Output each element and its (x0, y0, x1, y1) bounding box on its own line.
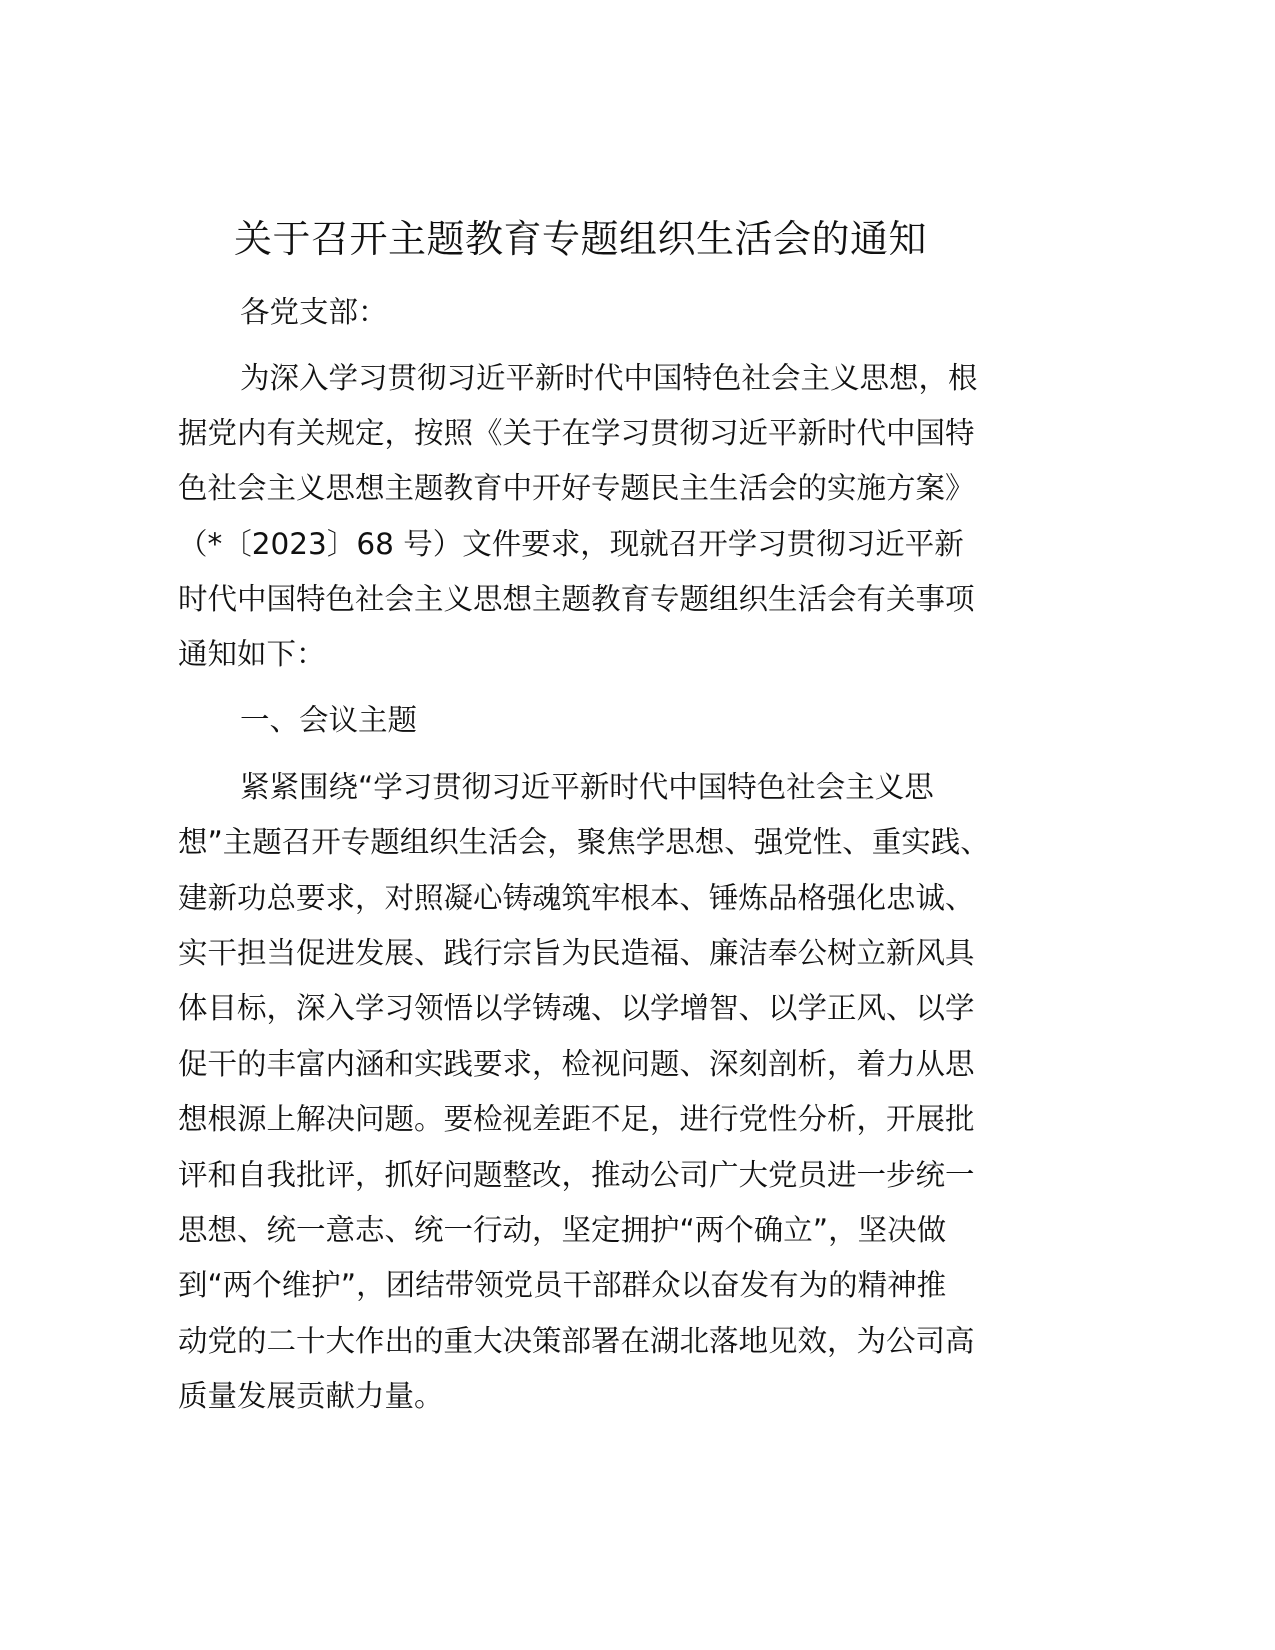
intro-line: 时代中国特色社会主义思想主题教育专题组织生活会有关事项 (178, 582, 975, 616)
body-line: 实干担当促进发展、践行宗旨为民造福、廉洁奉公树立新风具 (178, 936, 975, 970)
body-line: 到“两个维护”，团结带领党员干部群众以奋发有为的精神推 (178, 1268, 947, 1302)
body-line: 紧紧围绕“学习贯彻习近平新时代中国特色社会主义思 (240, 770, 934, 804)
body-line: 体目标，深入学习领悟以学铸魂、以学增智、以学正风、以学 (178, 991, 975, 1025)
intro-line: 据党内有关规定，按照《关于在学习贯彻习近平新时代中国特 (178, 416, 975, 450)
body-line: 动党的二十大作出的重大决策部署在湖北落地见效，为公司高 (178, 1324, 975, 1358)
section-heading: 一、会议主题 (240, 703, 418, 737)
body-line: 质量发展贡献力量。 (178, 1379, 444, 1413)
document-title: 关于召开主题教育专题组织生活会的通知 (234, 217, 928, 261)
intro-line: 为深入学习贯彻习近平新时代中国特色社会主义思想，根 (240, 361, 978, 395)
salutation: 各党支部： (240, 295, 388, 329)
body-line: 促干的丰富内涵和实践要求，检视问题、深刻剖析，着力从思 (178, 1047, 975, 1081)
intro-line: （*〔2023〕68 号）文件要求，现就召开学习贯彻习近平新 (178, 527, 964, 561)
intro-line: 色社会主义思想主题教育中开好专题民主生活会的实施方案》 (178, 471, 975, 505)
body-line: 想根源上解决问题。要检视差距不足，进行党性分析，开展批 (178, 1102, 975, 1136)
body-line: 建新功总要求，对照凝心铸魂筑牢根本、锤炼品格强化忠诚、 (178, 881, 975, 915)
body-line: 评和自我批评，抓好问题整改，推动公司广大党员进一步统一 (178, 1158, 975, 1192)
intro-line: 通知如下： (178, 637, 326, 671)
body-line: 想”主题召开专题组织生活会，聚焦学思想、强党性、重实践、 (178, 825, 990, 859)
body-line: 思想、统一意志、统一行动，坚定拥护“两个确立”，坚决做 (178, 1213, 947, 1247)
